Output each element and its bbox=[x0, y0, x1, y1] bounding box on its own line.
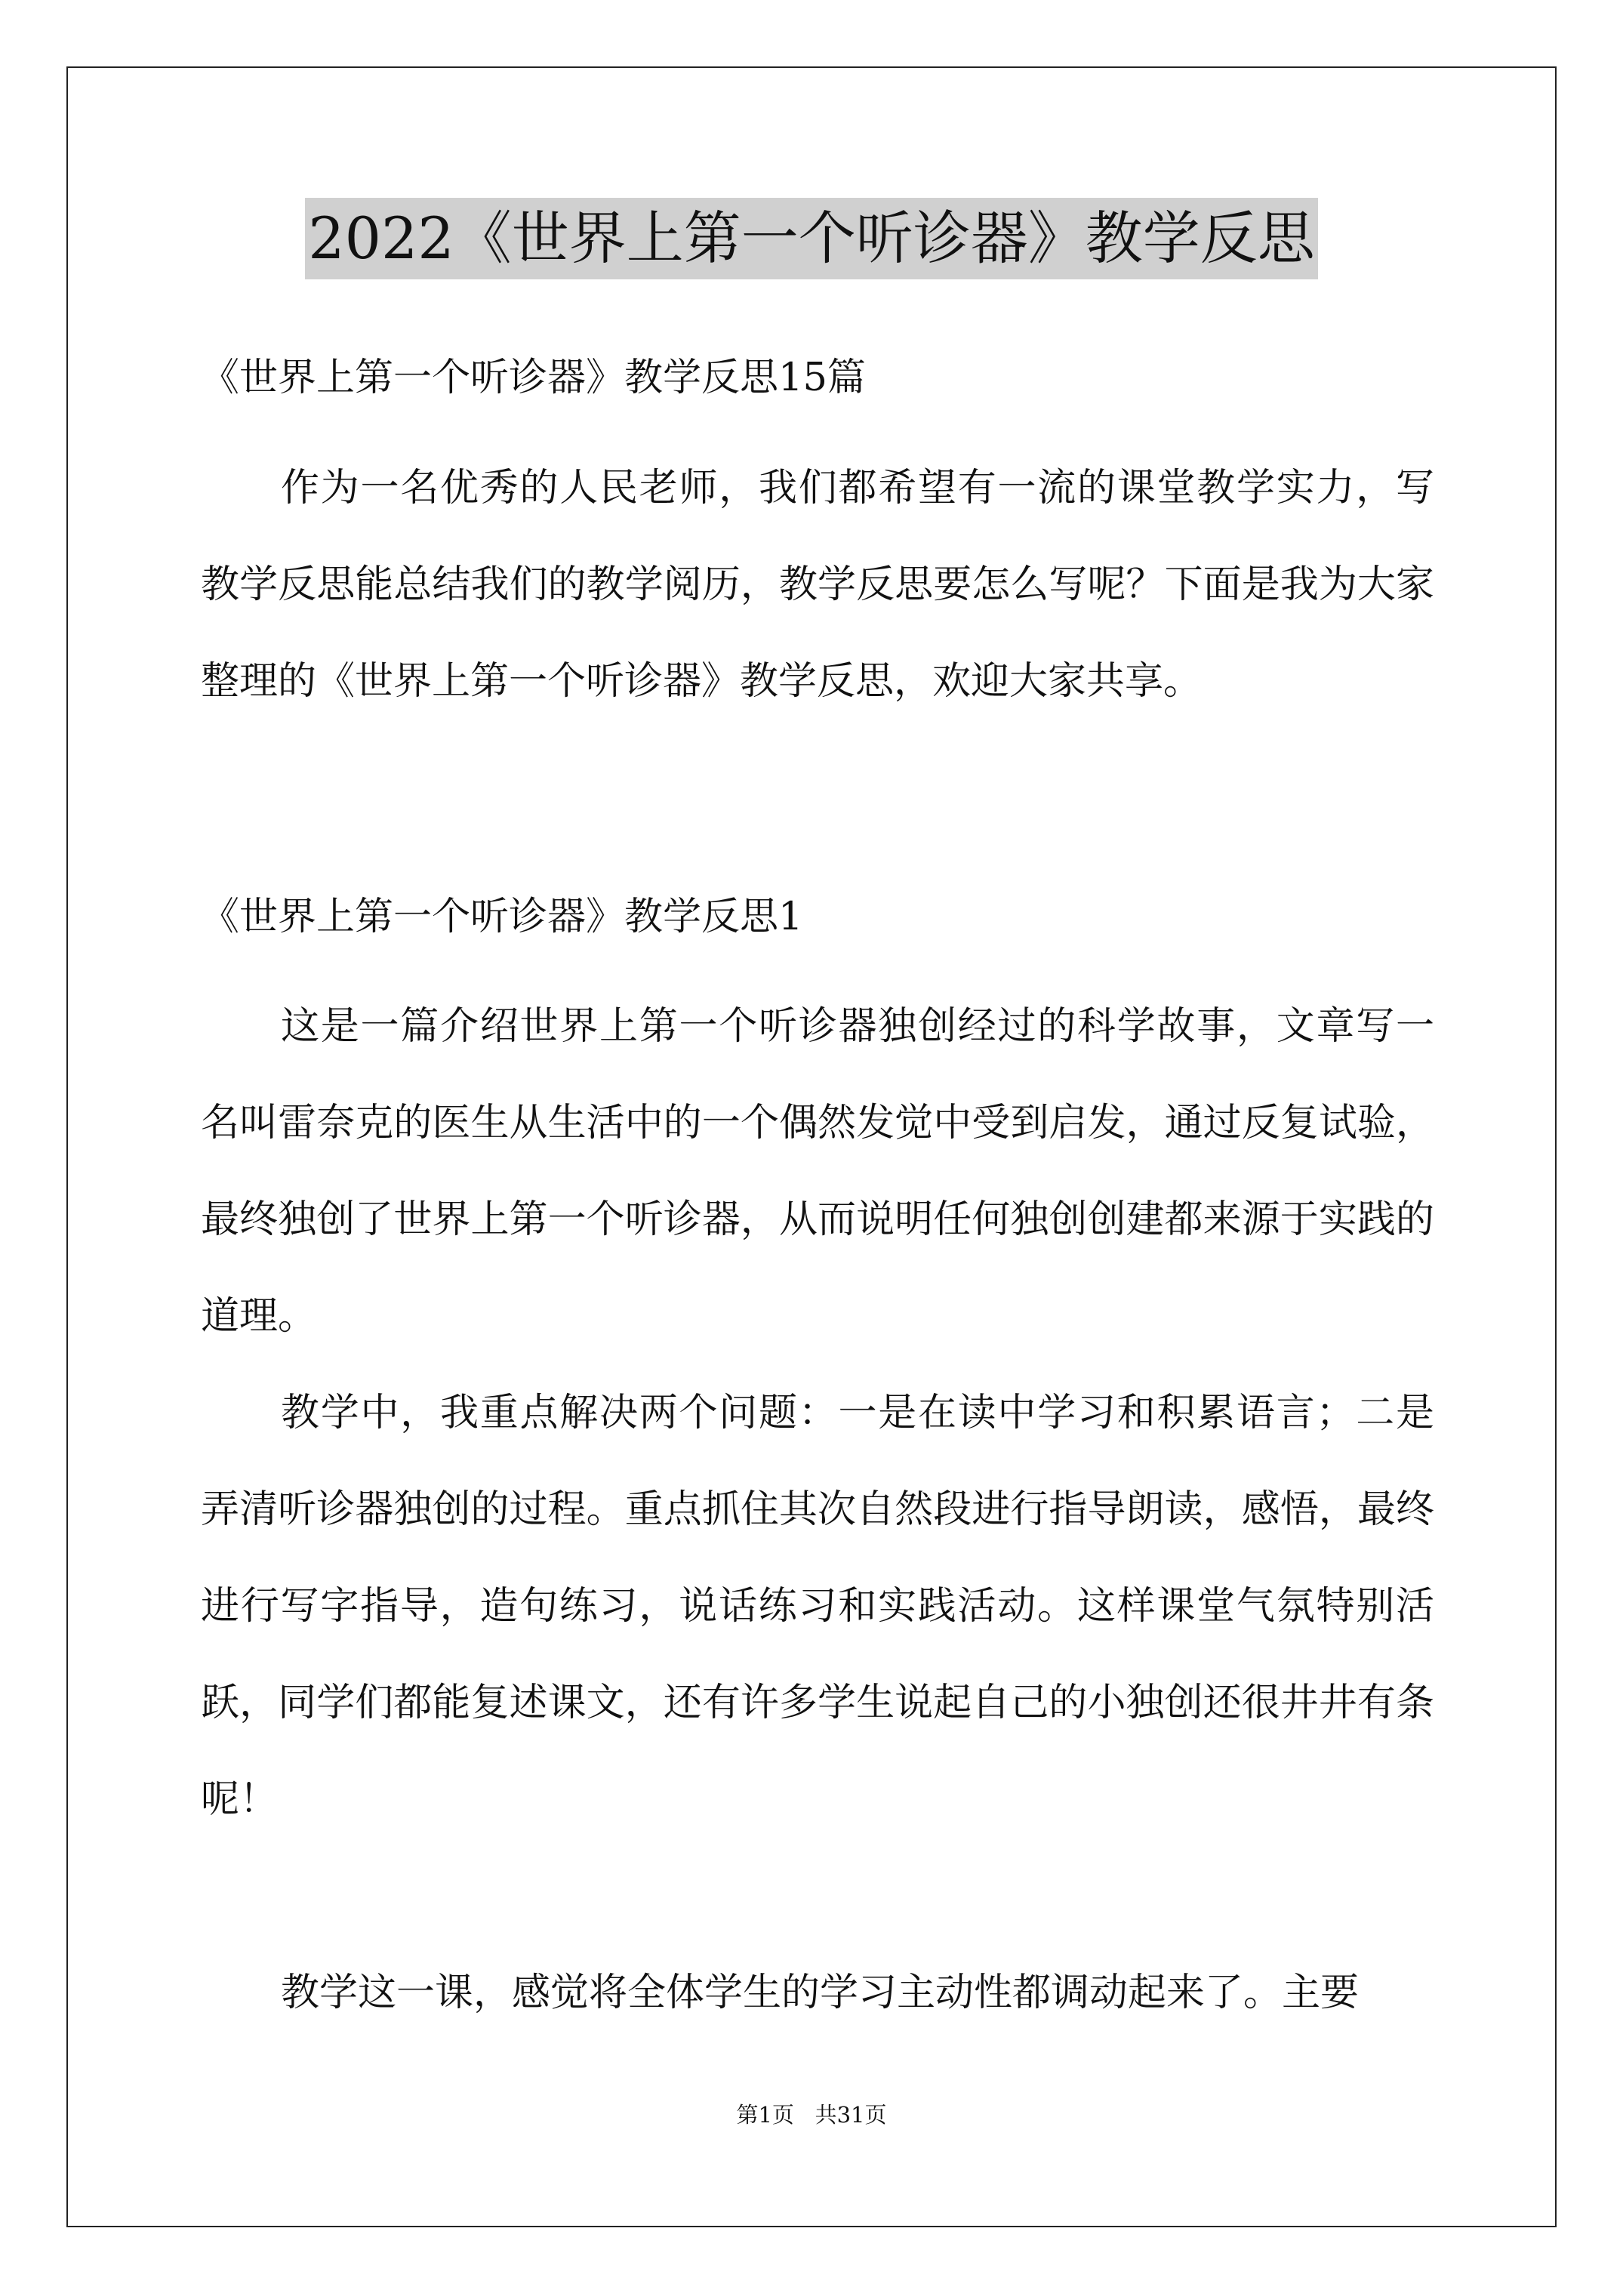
section-heading: 《世界上第一个听诊器》教学反思1 bbox=[201, 895, 803, 939]
document-title: 2022《世界上第一个听诊器》教学反思 bbox=[305, 198, 1317, 279]
page-footer: 第1页 共31页 bbox=[736, 2102, 887, 2128]
document-subtitle: 《世界上第一个听诊器》教学反思15篇 bbox=[201, 356, 866, 400]
body-paragraph-3: 教学这一课，感觉将全体学生的学习主动性都调动起来了。主要 bbox=[281, 1971, 1360, 2015]
title-container bbox=[0, 198, 1623, 279]
body-paragraph-1: 这是一篇介绍世界上第一个听诊器独创经过的科学故事，文章写一名叫雷奈克的医生从生活中的一个偶然发觉中受到启发，通过反复试验，最终独创了世界上第一个听诊器，从而说明任何独创创建都来源于实践的道理。 bbox=[201, 1004, 1434, 1339]
body-paragraph-2: 教学中，我重点解决两个问题：一是在读中学习和积累语言；二是弄清听诊器独创的过程。重点抓住其次自然段进行指导朗读，感悟，最终进行写字指导，造句练习，说话练习和实践活动。这样课堂气氛特别活跃，同学们都能复述课文，还有许多学生说起自己的小独创还很井井有条呢！ bbox=[201, 1391, 1434, 1822]
intro-paragraph: 作为一名优秀的人民老师，我们都希望有一流的课堂教学实力，写教学反思能总结我们的教学阅历，教学反思要怎么写呢？下面是我为大家整理的《世界上第一个听诊器》教学反思，欢迎大家共享。 bbox=[201, 466, 1434, 704]
